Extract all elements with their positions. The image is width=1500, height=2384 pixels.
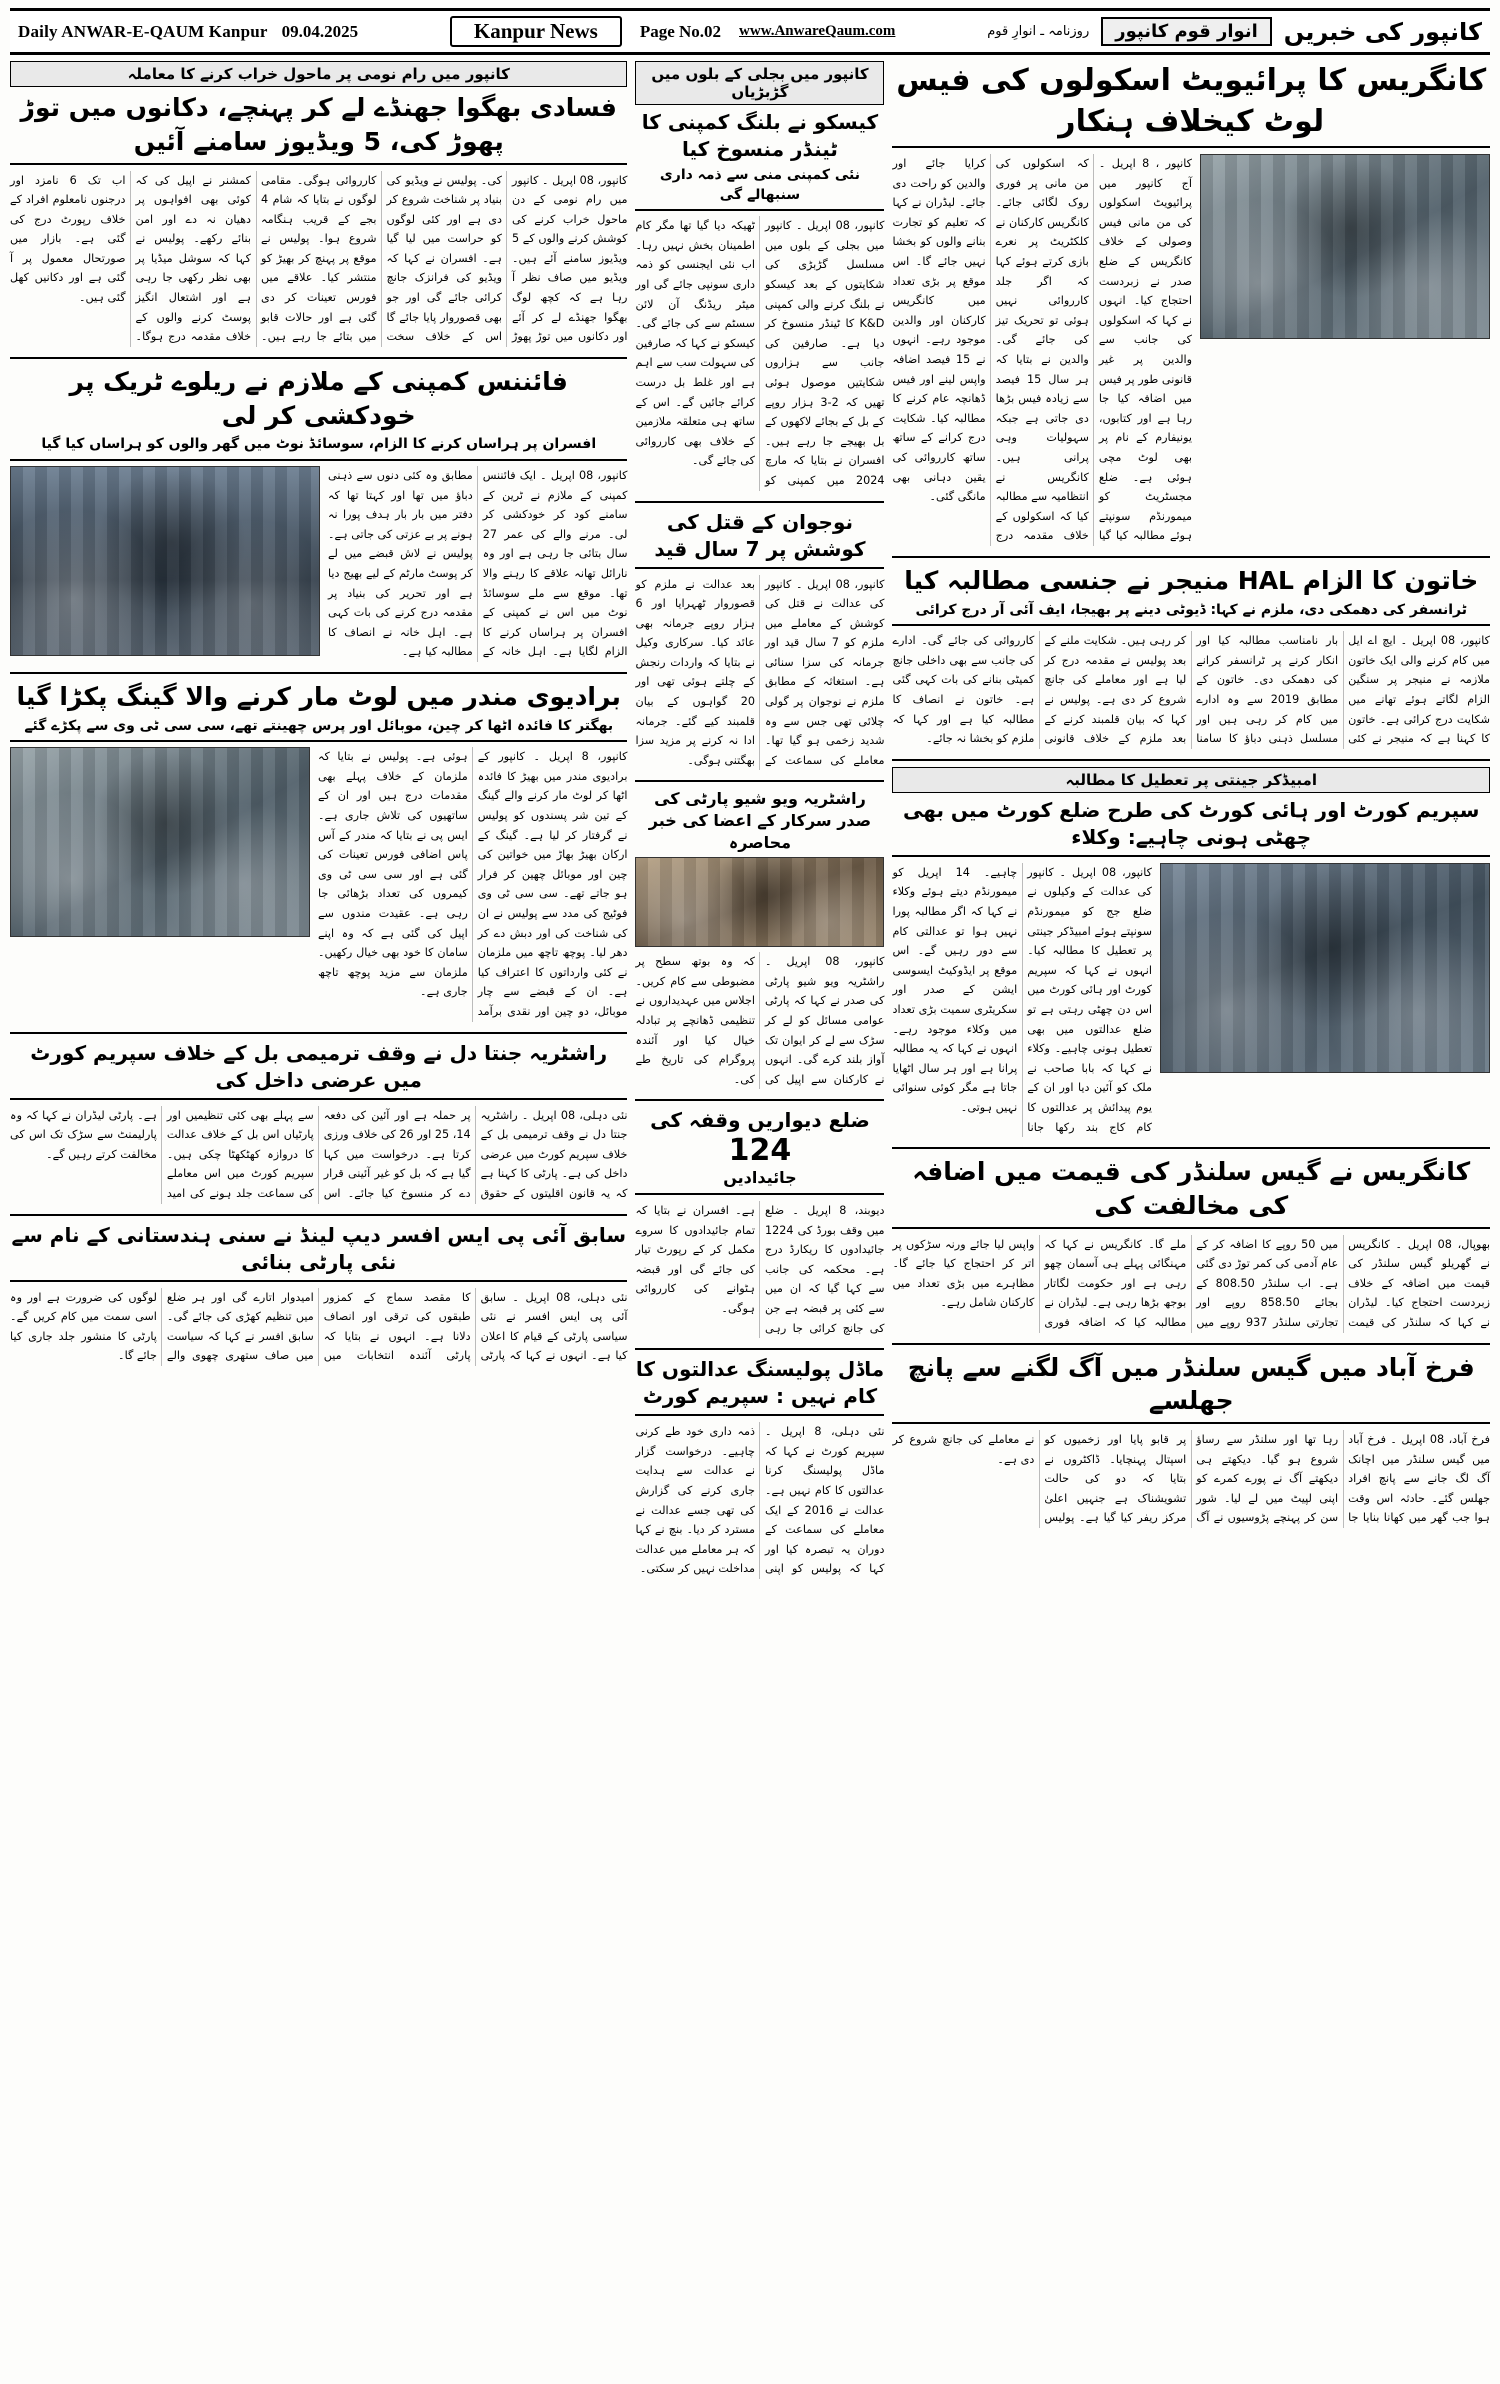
properties-count: 124 — [728, 1133, 792, 1169]
headline: ماڈل پولیسنگ عدالتوں کا کام نہیں : سپریم کورٹ — [635, 1356, 884, 1416]
kicker: کانپور میں رام نومی پر ماحول خراب کرنے کا معاملہ — [10, 61, 627, 87]
publication-title: Daily ANWAR-E-QAUM Kanpur — [18, 21, 268, 41]
article-body: کانپور ، 8 اپریل ۔ آج کانپور میں پرائیویٹ اسکولوں کی من مانی فیس وصولی کے خلاف کانگریس کے ضلع صدر نے زبردست احتجاج کیا۔ انہوں نے کہا کہ اسکولوں کی جانب سے والدین پر غیر قانونی طور پر فیس میں اضافہ کیا جا رہا ہے اور کتابوں، یونیفارم کے نام پر بھی لوٹ مچی ہوئی ہے۔ ضلع مجسٹریٹ کو میمورنڈم سونپتے ہوئے مطالبہ کیا گیا کہ اسکولوں کی من مانی پر فوری روک لگائی جائے۔ کانگریس کارکنان نے کلکٹریٹ پر نعرے بازی کرتے ہوئے کہا کہ اگر جلد کارروائی نہیں ہوئی تو تحریک تیز کی جائے گی۔ والدین نے بتایا کہ ہر سال 15 فیصد سے زیادہ فیس بڑھا دی جاتی ہے جبکہ سہولیات وہی پرانی ہیں۔ کانگریس نے انتظامیہ سے مطالبہ کیا کہ اسکولوں کے خلاف مقدمہ درج کرایا جائے اور والدین کو راحت دی جائے۔ لیڈران نے کہا کہ تعلیم کو تجارت بنانے والوں کو بخشا نہیں جائے گا۔ اس موقع پر بڑی تعداد میں کانگریس کارکنان اور والدین موجود رہے۔ انہوں نے 15 فیصد اضافہ واپس لینے اور فیس ڈھانچہ عام کرنے کا مطالبہ کیا۔ شکایت درج کرانے کے ساتھ ساتھ کارروائی کی یقین دہانی بھی مانگی گئی۔ — [892, 157, 1192, 543]
properties-count-label: جائیدادیں — [635, 1167, 884, 1195]
subheadline: نئی کمپنی منی سے ذمہ داری سنبھالے گی — [635, 166, 884, 211]
subheadline: ٹرانسفر کی دھمکی دی، ملزم نے کہا: ڈیوٹی دینے پر بھیجا، ایف آئی آر درج کرائی — [892, 601, 1490, 627]
article-body: کانپور، 08 اپریل ۔ ایچ اے ایل میں کام کرنے والی ایک خاتون ملازمہ نے منیجر پر سنگین الزام لگاتے ہوئے تھانے میں شکایت درج کرائی ہے۔ خاتون کا کہنا ہے کہ منیجر نے کئی بار نامناسب مطالبہ کیا اور انکار کرنے پر ٹرانسفر کرانے کی دھمکی دی۔ خاتون کے مطابق 2019 سے وہ ادارے میں کام کر رہی ہیں اور مسلسل ذہنی دباؤ کا سامنا کر رہی ہیں۔ شکایت ملنے کے بعد پولیس نے مقدمہ درج کر لیا ہے اور معاملے کی جانچ شروع کر دی ہے۔ پولیس نے کہا کہ بیان قلمبند کرنے کے بعد ملزم کے خلاف قانونی کارروائی کی جائے گی۔ ادارے کی جانب سے بھی داخلی جانچ کمیٹی بنانے کی بات کہی گئی ہے۔ خاتون نے انصاف کا مطالبہ کیا ہے اور کہا کہ ملزم کو بخشا نہ جائے۔ — [892, 634, 1491, 746]
article-body: نئی دہلی، 8 اپریل ۔ سپریم کورٹ نے کہا کہ ماڈل پولیسنگ کرنا عدالتوں کا کام نہیں ہے۔ عدالت نے 2016 کے ایک معاملے کی سماعت کے دوران یہ تبصرہ کیا اور کہا کہ پولیس کو اپنی ذمہ داری خود طے کرنی چاہیے۔ درخواست گزار نے عدالت سے ہدایت جاری کرنے کی گزارش کی تھی جسے عدالت نے مسترد کر دیا۔ بنچ نے کہا کہ ہر معاملے میں عدالت مداخلت نہیں کر سکتی۔ — [635, 1425, 885, 1576]
article-murder-attempt — [635, 509, 884, 771]
article-farrukhabad-fire — [892, 1351, 1490, 1528]
headline: راشٹریہ ویو شیو پارٹی کی صدر سرکار کے اعضا کی خبر محاصرہ — [648, 789, 872, 852]
headline: فسادی بھگوا جھنڈے لے کر پہنچے، دکانوں میں توڑ پھوڑ کی، 5 ویڈیوز سامنے آئیں — [10, 91, 627, 165]
article-waqf-bill-petition — [10, 1040, 627, 1204]
article-photo — [1200, 154, 1490, 339]
page-columns — [10, 61, 1490, 1589]
headline: برادیوی مندر میں لوٹ مار کرنے والا گینگ پکڑا گیا — [16, 681, 621, 711]
article-photo — [10, 747, 310, 937]
article-temple-gang — [10, 680, 627, 1022]
page-number: Page No.02 — [639, 21, 722, 41]
article-riot-videos — [10, 61, 627, 347]
headline: ضلع دیواریں وقفہ کی — [650, 1108, 870, 1133]
article-body: نئی دہلی، 08 اپریل ۔ سابق آئی پی ایس افسر نے نئی سیاسی پارٹی کے قیام کا اعلان کیا ہے۔ انہوں نے کہا کہ پارٹی کا مقصد سماج کے کمزور طبقوں کی ترقی اور انصاف دلانا ہے۔ انہوں نے بتایا کہ پارٹی آئندہ انتخابات میں امیدوار اتارے گی اور ہر ضلع میں تنظیم کھڑی کی جائے گی۔ سابق افسر نے کہا کہ سیاست میں صاف ستھری چھوی والے لوگوں کی ضرورت ہے اور وہ اسی سمت میں کام کریں گے۔ پارٹی کا منشور جلد جاری کیا جائے گا۔ — [10, 1290, 628, 1363]
article-body: کانپور، 08 اپریل ۔ کانپور کی عدالت کے وکیلوں نے ضلع جج کو میمورنڈم سونپتے ہوئے امبیڈکر جینتی پر تعطیل کا مطالبہ کیا۔ انہوں نے کہا کہ سپریم کورٹ اور ہائی کورٹ میں اس دن چھٹی رہتی ہے تو ضلع عدالتوں میں بھی تعطیل ہونی چاہیے۔ وکلاء نے کہا کہ بابا صاحب نے ملک کو آئین دیا اور ان کے یوم پیدائش پر عدالتوں کا کام کاج بند رکھا جانا چاہیے۔ 14 اپریل کو میمورنڈم دیتے ہوئے وکلاء نے کہا کہ اگر مطالبہ پورا نہیں ہوا تو عدالتی کام سے دور رہیں گے۔ اس موقع پر ایڈوکیٹ ایسوسی ایشن کے صدر اور سکریٹری سمیت بڑی تعداد میں وکلاء موجود رہے۔ انہوں نے کہا کہ یہ مطالبہ پرانا ہے اور ہر سال اٹھایا جاتا ہے مگر کوئی سنوائی نہیں ہوتی۔ — [892, 865, 1153, 1134]
article-body: کانپور، 8 اپریل ۔ کانپور کے برادیوی مندر میں بھیڑ کا فائدہ اٹھا کر لوٹ مار کرنے والے گینگ کے تین شر پسندوں کو پولیس نے گرفتار کر لیا ہے۔ گینگ کے ارکان بھیڑ بھاڑ میں خواتین کی چین اور موبائل چھین کر فرار ہو جاتے تھے۔ سی سی ٹی وی فوٹیج کی مدد سے پولیس نے ان کی شناخت کی اور دبش دے کر دھر لیا۔ پوچھ تاچھ میں ملزمان نے کئی وارداتوں کا اعتراف کیا ہے۔ ان کے قبضے سے چار موبائل، دو چین اور نقدی برآمد ہوئی ہے۔ پولیس نے بتایا کہ ملزمان کے خلاف پہلے بھی مقدمات درج ہیں اور ان کے ساتھیوں کی تلاش جاری ہے۔ ایس پی نے بتایا کہ مندر کے آس پاس اضافی فورس تعینات کی گئی ہے اور سی سی ٹی وی کیمروں کی تعداد بڑھائی جا رہی ہے۔ عقیدت مندوں سے اپیل کی گئی ہے کہ وہ اپنے سامان کا خود بھی خیال رکھیں۔ ملزمان سے مزید پوچھ تاچھ جاری ہے۔ — [318, 750, 628, 1018]
article-gas-cylinder-price — [892, 1155, 1490, 1332]
article-model-policing — [635, 1356, 884, 1579]
website-link[interactable]: www.AnwareQaum.com — [739, 23, 896, 39]
publication-date: 09.04.2025 — [281, 21, 359, 41]
article-body: دیوبند، 8 اپریل ۔ ضلع میں وقف بورڈ کی 1224 جائیدادوں کا ریکارڈ درج ہے۔ محکمہ کی جانب سے کہا گیا کہ ان میں سے کئی پر قبضہ ہے جن کی جانچ کرائی جا رہی ہے۔ افسران نے بتایا کہ تمام جائیدادوں کا سروے مکمل کر کے رپورٹ تیار کی جائے گی اور قبضہ ہٹوانے کی کارروائی ہوگی۔ — [635, 1203, 885, 1335]
column-left — [10, 61, 627, 1589]
article-waqf-properties — [635, 1107, 884, 1338]
article-photo — [1160, 863, 1490, 1073]
masthead-center — [450, 16, 896, 47]
headline: راشٹریہ جنتا دل نے وقف ترمیمی بل کے خلاف سپریم کورٹ میں عرضی داخل کی — [10, 1040, 627, 1100]
urdu-section-title: کانپور کی خبریں — [1283, 17, 1482, 46]
article-body: نئی دہلی، 08 اپریل ۔ راشٹریہ جنتا دل نے وقف ترمیمی بل کے خلاف سپریم کورٹ میں عرضی داخل کی ہے۔ پارٹی کا کہنا ہے کہ یہ قانون اقلیتوں کے حقوق پر حملہ ہے اور آئین کی دفعہ 14، 25 اور 26 کی خلاف ورزی کرتا ہے۔ درخواست میں کہا گیا ہے کہ بل کو غیر آئینی قرار دے کر منسوخ کیا جائے۔ اس سے پہلے بھی کئی تنظیمیں اور پارٹیاں اس بل کے خلاف عدالت کا دروازہ کھٹکھٹا چکی ہیں۔ سپریم کورٹ میں اس معاملے کی سماعت جلد ہونے کی امید ہے۔ پارٹی لیڈران نے کہا کہ وہ پارلیمنٹ سے سڑک تک اس کی مخالفت کرتے رہیں گے۔ — [10, 1108, 628, 1200]
article-body: کانپور، 08 اپریل ۔ ایک فائننس کمپنی کے ملازم نے ٹرین کے سامنے کود کر خودکشی کر لی۔ مرنے والے کی عمر 27 سال بتائی جا رہی ہے اور وہ نارائل تھانہ علاقے کا رہنے والا تھا۔ موقع سے ملے سوسائڈ نوٹ میں اس نے کمپنی کے افسران پر ہراساں کرنے کا الزام لگایا ہے۔ اہل خانہ کے مطابق وہ کئی دنوں سے ذہنی دباؤ میں تھا اور کہتا تھا کہ دفتر میں بار بار ہدف پورا نہ ہونے پر بے عزتی کی جاتی ہے۔ پولیس نے لاش قبضے میں لے کر پوسٹ مارٹم کے لیے بھیج دیا ہے اور تحریر کی بنیاد پر مقدمہ درج کرنے کی بات کہی ہے۔ اہل خانہ نے انصاف کا مطالبہ کیا ہے۔ — [328, 468, 628, 659]
urdu-logo: انوار قوم کانپور — [1101, 17, 1272, 46]
headline: سابق آئی پی ایس افسر دیپ لینڈ نے سنی ہندستانی کے نام سے نئی پارٹی بنائی — [10, 1222, 627, 1282]
headline: خاتون کا الزام HAL منیجر نے جنسی مطالبہ کیا — [904, 565, 1479, 595]
headline: کانگریس کا پرائیویٹ اسکولوں کی فیس لوٹ کیخلاف ہنکار — [892, 61, 1490, 148]
article-photo — [635, 857, 884, 947]
headline: فرخ آباد میں گیس سلنڈر میں آگ لگنے سے پانچ جھلسے — [892, 1351, 1490, 1425]
kicker: امبیڈکر جینتی پر تعطیل کا مطالبہ — [892, 767, 1490, 793]
article-body: کانپور، 08 اپریل ۔ کانپور میں رام نومی کے دن ماحول خراب کرنے کی کوشش کرنے والوں کے 5 ویڈیوز سامنے آئے ہیں۔ ویڈیو میں صاف نظر آ رہا ہے کہ کچھ لوگ بھگوا جھنڈے لے کر آئے اور دکانوں میں توڑ پھوڑ کی۔ پولیس نے ویڈیو کی بنیاد پر شناخت شروع کر دی ہے اور کئی لوگوں کو حراست میں لیا گیا ہے۔ افسران نے کہا کہ ویڈیو کی فرانزک جانچ کرائی جائے گی اور جو بھی قصوروار پایا جائے گا اس کے خلاف سخت کارروائی ہوگی۔ مقامی لوگوں نے بتایا کہ شام 4 بجے کے قریب ہنگامہ شروع ہوا۔ پولیس نے موقع پر پہنچ کر بھیڑ کو منتشر کیا۔ علاقے میں فورس تعینات کر دی گئی ہے اور حالات قابو میں بتائے جا رہے ہیں۔ کمشنر نے اپیل کی کہ کوئی بھی افواہوں پر دھیان نہ دے اور امن بنائے رکھے۔ پولیس نے کہا کہ سوشل میڈیا پر بھی نظر رکھی جا رہی ہے اور اشتعال انگیز پوسٹ کرنے والوں کے خلاف مقدمہ درج ہوگا۔ اب تک 6 نامزد اور درجنوں نامعلوم افراد کے خلاف رپورٹ درج کی گئی ہے۔ بازار میں صورتحال معمول پر آ گئی ہے اور دکانیں کھل گئی ہیں۔ — [10, 173, 628, 344]
headline: سپریم کورٹ اور ہائی کورٹ کی طرح ضلع کورٹ میں بھی چھٹی ہونی چاہیے: وکلاء — [892, 797, 1490, 857]
article-body: کانپور، 08 اپریل ۔ کانپور کی عدالت نے قتل کی کوشش کے معاملے میں ملزم کو 7 سال قید اور جرمانہ کی سزا سنائی ہے۔ استغاثہ کے مطابق ملزم نے نوجوان پر گولی چلائی تھی جس سے وہ شدید زخمی ہو گیا تھا۔ معاملے کی سماعت کے بعد عدالت نے ملزم کو قصوروار ٹھہرایا اور 6 ہزار روپے جرمانہ بھی عائد کیا۔ سرکاری وکیل نے بتایا کہ واردات رنجش کے چلتے ہوئی تھی اور 20 گواہوں کے بیان قلمبند کیے گئے۔ جرمانہ ادا نہ کرنے پر مزید سزا بھگتنی ہوگی۔ — [635, 577, 885, 767]
masthead — [10, 8, 1490, 55]
article-body: کانپور، 08 اپریل ۔ کانپور میں بجلی کے بلوں میں مسلسل گڑبڑی کی شکایتوں کے بعد کیسکو نے بلنگ کرنے والی کمپنی K&D کا ٹینڈر منسوخ کر دیا ہے۔ صارفین کی جانب سے ہزاروں شکایتیں موصول ہوئی تھیں کہ 2-3 ہزار روپے کے بل کے بجائے لاکھوں کے بل بھیجے جا رہے ہیں۔ افسران نے بتایا کہ مارچ 2024 میں کمپنی کو ٹھیکہ دیا گیا تھا مگر کام اطمینان بخش نہیں رہا۔ اب نئی ایجنسی کو ذمہ داری سونپی جائے گی اور میٹر ریڈنگ آن لائن سسٹم سے کی جائے گی۔ کیسکو نے کہا کہ صارفین کی سہولت سب سے اہم ہے اور غلط بل درست کرائے جائیں گے۔ اس کے ساتھ ہی متعلقہ ملازمین کے خلاف بھی کارروائی کی جائے گی۔ — [635, 219, 885, 487]
masthead-left — [18, 22, 358, 42]
subheadline: افسران پر ہراساں کرنے کا الزام، سوسائڈ نوٹ میں گھر والوں کو ہراساں کیا گیا — [10, 435, 627, 461]
article-congress-fee — [892, 61, 1490, 546]
subheadline: بھگتر کا فائدہ اٹھا کر چین، موبائل اور پرس چھینتے تھے، سی سی ٹی وی سے پکڑے گئے — [10, 717, 627, 743]
edition-badge: Kanpur News — [450, 16, 622, 47]
urdu-subtitle: روزنامہ ـ انوارِ قوم — [987, 24, 1090, 39]
column-right — [892, 61, 1490, 1589]
headline: نوجوان کے قتل کی کوشش پر 7 سال قید — [635, 509, 884, 569]
article-body: فرخ آباد، 08 اپریل ۔ فرخ آباد میں گیس سلنڈر میں اچانک آگ لگ جانے سے پانچ افراد جھلس گئے۔ حادثہ اس وقت ہوا جب گھر میں کھانا بنایا جا رہا تھا اور سلنڈر سے رساؤ شروع ہو گیا۔ دیکھتے ہی دیکھتے آگ نے پورے کمرے کو اپنی لپیٹ میں لے لیا۔ شور سن کر پہنچے پڑوسیوں نے آگ پر قابو پایا اور زخمیوں کو اسپتال پہنچایا۔ ڈاکٹروں نے بتایا کہ دو کی حالت تشویشناک ہے جنہیں اعلیٰ مرکز ریفر کیا گیا ہے۔ پولیس نے معاملے کی جانچ شروع کر دی ہے۔ — [892, 1433, 1490, 1525]
article-ips-new-party — [10, 1222, 627, 1366]
article-photo — [10, 466, 320, 656]
article-ambedkar-holiday — [892, 767, 1490, 1137]
headline: کانگریس نے گیس سلنڈر کی قیمت میں اضافہ کی مخالفت کی — [892, 1155, 1490, 1229]
column-middle — [635, 61, 884, 1589]
article-body: بھوپال، 08 اپریل ۔ کانگریس نے گھریلو گیس سلنڈر کی قیمت میں اضافہ کے خلاف زبردست احتجاج کیا۔ لیڈران نے کہا کہ سلنڈر کی قیمت میں 50 روپے کا اضافہ کر کے عام آدمی کی کمر توڑ دی گئی ہے۔ اب سلنڈر 808.50 کے بجائے 858.50 روپے اور تجارتی سلنڈر 937 روپے میں ملے گا۔ کانگریس نے کہا کہ مہنگائی پہلے ہی آسمان چھو رہی ہے اور حکومت لگاتار بوجھ بڑھا رہی ہے۔ لیڈران نے مطالبہ کیا کہ اضافہ فوری واپس لیا جائے ورنہ سڑکوں پر اتر کر احتجاج کیا جائے گا۔ مظاہرے میں بڑی تعداد میں کارکنان شامل رہے۔ — [892, 1237, 1490, 1329]
masthead-right — [987, 17, 1482, 46]
headline: فائننس کمپنی کے ملازم نے ریلوے ٹریک پر خودکشی کر لی — [69, 366, 568, 430]
article-body: کانپور، 08 اپریل ۔ راشٹریہ ویو شیو پارٹی کی صدر نے کہا کہ پارٹی عوامی مسائل کو لے کر سڑک سے لے کر ایوان تک آواز بلند کرے گی۔ انہوں نے کارکنان سے اپیل کی کہ وہ بوتھ سطح پر مضبوطی سے کام کریں۔ اجلاس میں عہدیداروں نے تنظیمی ڈھانچے پر تبادلہ خیال کیا اور آئندہ پروگرام کی تاریخ طے کی۔ — [635, 955, 885, 1086]
kicker: کانپور میں بجلی کے بلوں میں گڑبڑیاں — [635, 61, 884, 105]
article-railway-suicide — [10, 365, 627, 662]
article-kesco-tender — [635, 61, 884, 491]
article-hal-manager — [892, 564, 1490, 749]
article-party-press — [635, 788, 884, 1089]
headline: کیسکو نے بلنگ کمپنی کا ٹینڈر منسوخ کیا — [641, 110, 879, 161]
